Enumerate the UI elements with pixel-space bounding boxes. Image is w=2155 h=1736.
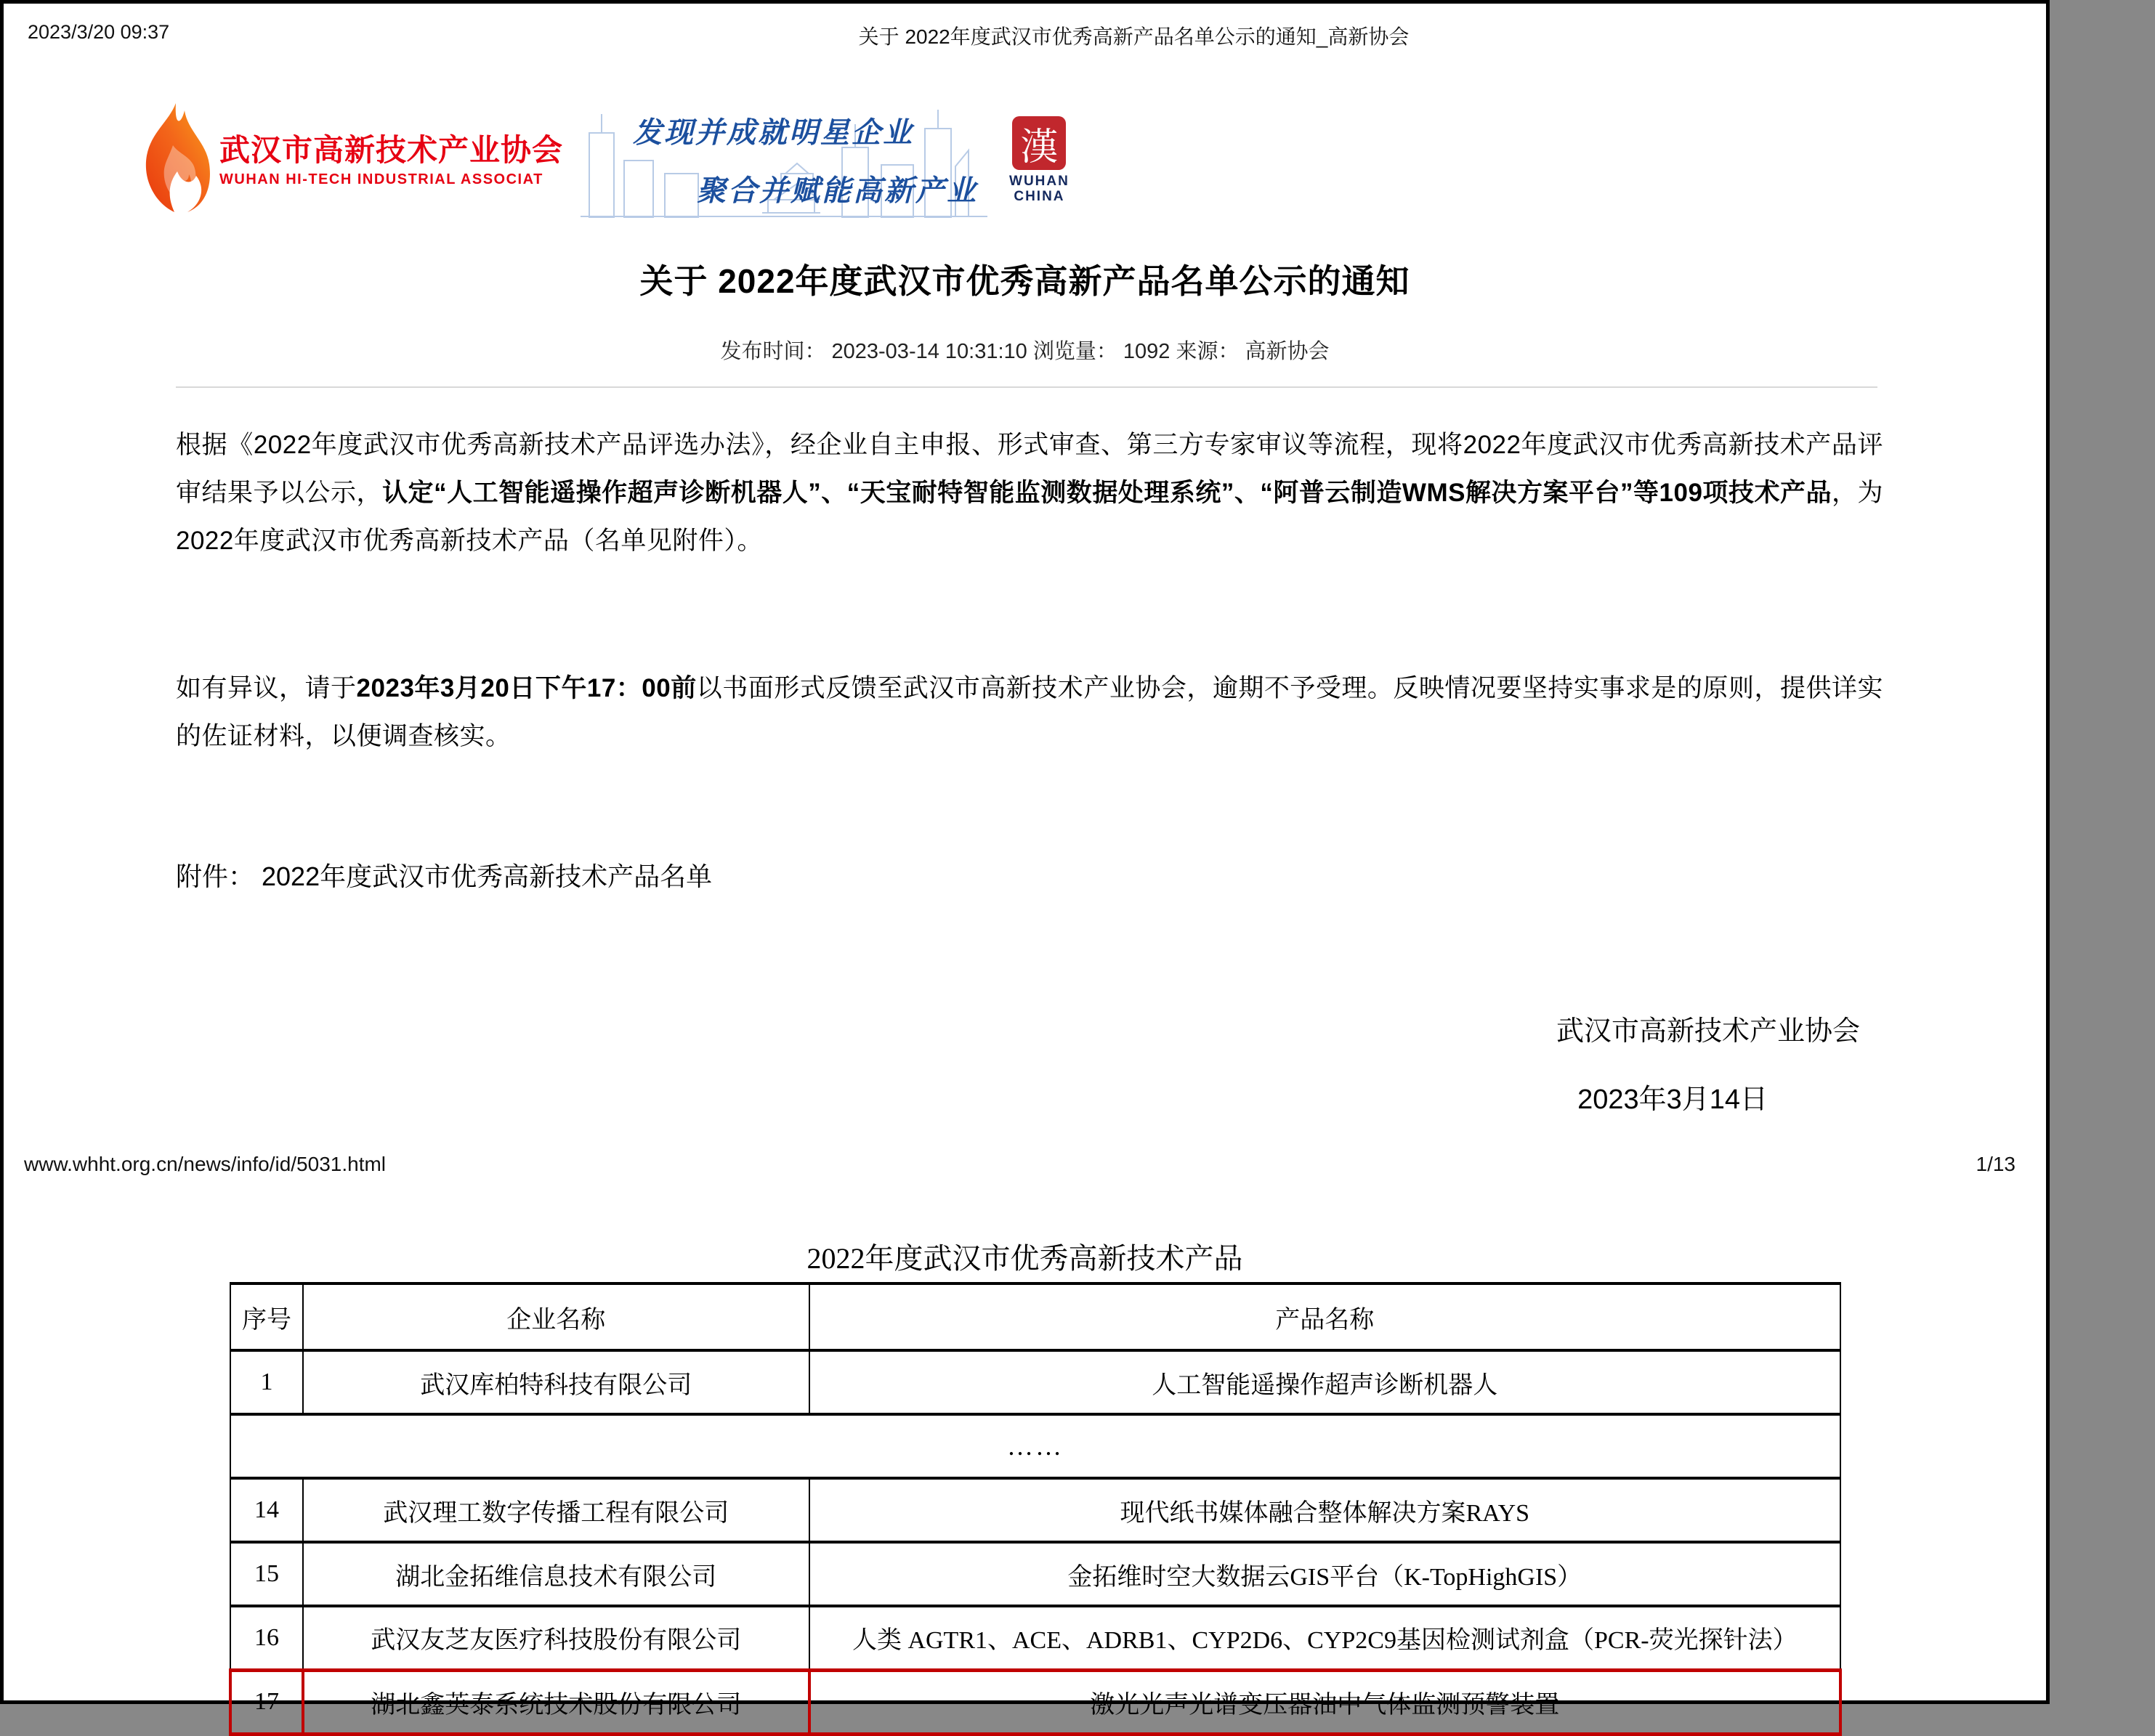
product-table-body	[230, 1350, 1840, 1734]
meta-divider	[176, 386, 1877, 388]
table-cell-no: 15	[230, 1542, 303, 1606]
p1-text-normal-2: ，为2022年度武汉市优秀高新技术产品（名单见附件）。	[176, 479, 1883, 555]
table-cell-product: 现代纸书媒体融合整体解决方案RAYS	[809, 1478, 1840, 1542]
table-header-company: 企业名称	[303, 1283, 809, 1350]
table-row	[230, 1606, 1840, 1670]
wuhan-seal-caption	[1009, 174, 1070, 205]
product-table	[229, 1282, 1842, 1736]
table-row	[230, 1478, 1840, 1542]
attachment-line: 附件： 2022年度武汉市优秀高新技术产品名单	[176, 861, 713, 891]
association-logo-text	[219, 133, 563, 187]
table-cell-product: 人工智能遥操作超声诊断机器人	[809, 1350, 1840, 1414]
banner-slogan-line1: 发现并成就明星企业	[633, 117, 915, 149]
table-cell-no: 16	[230, 1606, 303, 1670]
table-row	[230, 1670, 1840, 1734]
table-cell-product: 激光光声光谱变压器油中气体监测预警装置	[809, 1670, 1840, 1734]
table-cell-company: 湖北金拓维信息技术有限公司	[303, 1542, 809, 1606]
table-header-product: 产品名称	[809, 1283, 1840, 1350]
banner-slogan-line2: 聚合并赋能高新产业	[697, 175, 979, 207]
print-header-datetime: 2023/3/20 09:37	[28, 21, 170, 43]
publish-meta: 发布时间： 2023-03-14 10:31:10 浏览量： 1092 来源： 高新协会	[720, 340, 1330, 363]
p1-text-bold: 认定“人工智能遥操作超声诊断机器人”、“天宝耐特智能监测数据处理系统”、“阿普云制造WMS解决方案平台”等109项技术产品	[382, 479, 1832, 507]
wuhan-seal-icon: 漢	[1012, 116, 1066, 170]
seal-caption-line1: WUHAN	[1009, 174, 1070, 190]
print-header-title: 关于 2022年度武汉市优秀高新产品名单公示的通知_高新协会	[858, 25, 1410, 48]
table-cell-no: 17	[230, 1670, 303, 1734]
table-cell-product: 金拓维时空大数据云GIS平台（K-TopHighGIS）	[809, 1542, 1840, 1606]
table-cell-no: 14	[230, 1478, 303, 1542]
flame-logo-icon	[137, 102, 212, 220]
skyline-banner	[581, 104, 987, 217]
table-cell-product: 人类 AGTR1、ACE、ADRB1、CYP2D6、CYP2C9基因检测试剂盒（PCR-荧光探针法）	[809, 1606, 1840, 1670]
table-row	[230, 1350, 1840, 1414]
logo-strip	[137, 102, 1070, 219]
table-header-no: 序号	[230, 1283, 303, 1350]
signature-date: 2023年3月14日	[1577, 1084, 1768, 1115]
seal-caption-line2: CHINA	[1014, 189, 1065, 204]
association-logo	[137, 102, 563, 220]
p2-text-bold: 2023年3月20日下午17：00前	[356, 674, 697, 702]
table-cell-company: 武汉友芝友医疗科技股份有限公司	[303, 1606, 809, 1670]
p2-text-normal-2: 以书面形式反馈至武汉市高新技术产业协会，逾期不予受理。反映情况要坚持实事求是的原则，提供详实的佐证材料，以便调查核实。	[176, 674, 1883, 750]
print-footer-page-number: 1/13	[1976, 1153, 2015, 1175]
table-cell-company: 湖北鑫英泰系统技术股份有限公司	[303, 1670, 809, 1734]
table-title: 2022年度武汉市优秀高新技术产品	[806, 1242, 1243, 1275]
table-cell-company: 武汉理工数字传播工程有限公司	[303, 1478, 809, 1542]
p2-text-normal-1: 如有异议，请于	[176, 674, 357, 702]
table-row	[230, 1414, 1840, 1478]
body-paragraph-1	[176, 421, 1883, 565]
p1-text-normal-1: 根据《2022年度武汉市优秀高新技术产品评选办法》，经企业自主申报、形式审查、第三方专家审议等流程，现将2022年度武汉市优秀高新技术产品评审结果予以公示，	[176, 431, 1883, 507]
table-cell-no: 1	[230, 1350, 303, 1414]
table-header-row	[230, 1283, 1840, 1350]
ellipsis-cell: ……	[230, 1414, 1840, 1478]
wuhan-seal-block	[1009, 116, 1070, 205]
page-title: 关于 2022年度武汉市优秀高新产品名单公示的通知	[639, 262, 1410, 300]
table-cell-company: 武汉库柏特科技有限公司	[303, 1350, 809, 1414]
association-name-cn: 武汉市高新技术产业协会	[219, 133, 564, 168]
table-row	[230, 1542, 1840, 1606]
body-paragraph-2	[176, 665, 1883, 760]
print-footer-url: www.whht.org.cn/news/info/id/5031.html	[24, 1153, 387, 1175]
signature-org: 武汉市高新技术产业协会	[1556, 1016, 1860, 1047]
association-name-en: WUHAN HI-TECH INDUSTRIAL ASSOCIAT	[219, 171, 543, 187]
